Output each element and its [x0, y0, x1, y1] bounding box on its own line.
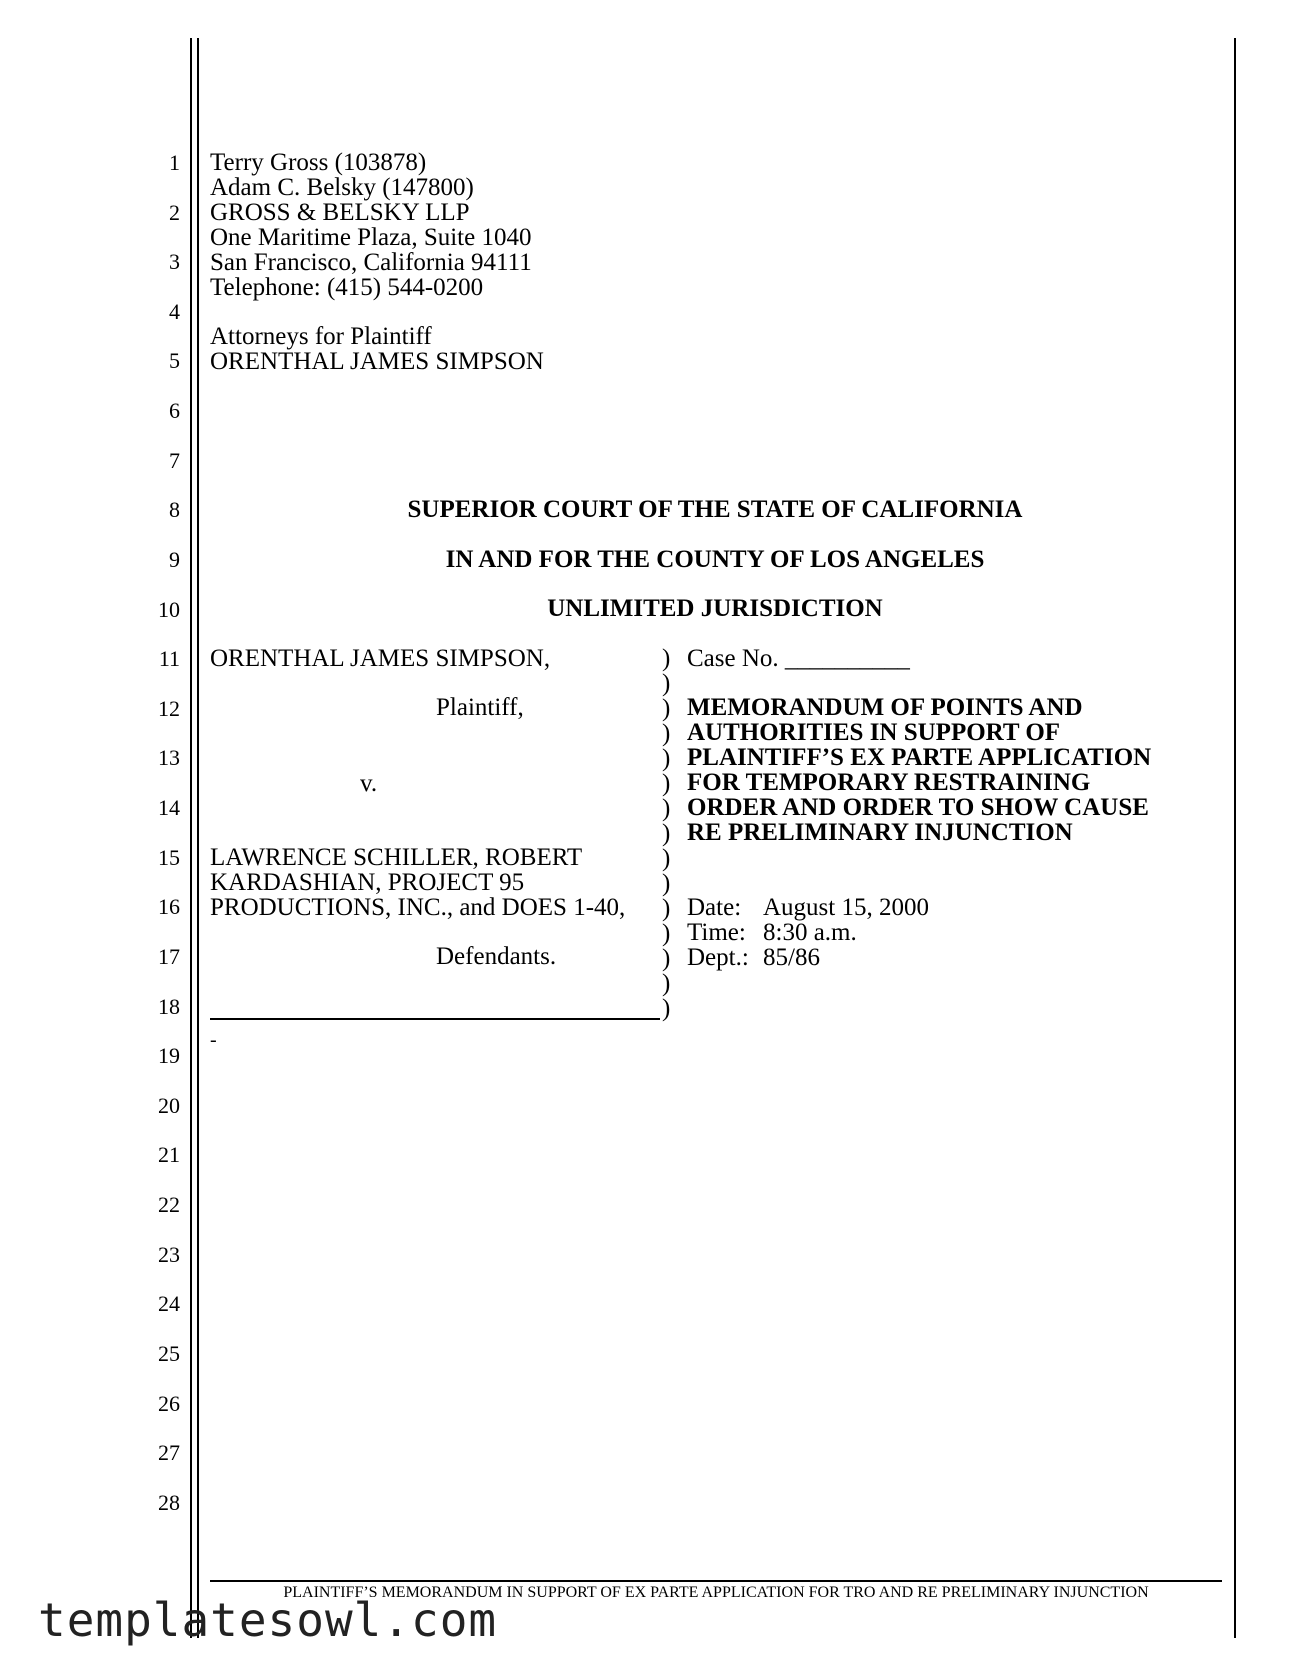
plaintiff-label: Plaintiff,: [436, 694, 524, 721]
caption-paren: ): [662, 745, 671, 772]
hearing-date-label: Date:: [687, 894, 742, 921]
caption-paren: ): [662, 920, 671, 947]
caption-underline: [210, 1018, 660, 1020]
line-number: 6: [169, 398, 180, 423]
caption-paren: ): [662, 720, 671, 747]
attorney-line: One Maritime Plaza, Suite 1040: [210, 224, 532, 251]
line-number: 14: [158, 795, 180, 820]
line-number: 9: [169, 547, 180, 572]
line-number: 13: [158, 745, 180, 770]
line-number: 12: [158, 696, 180, 721]
versus: v.: [360, 770, 378, 797]
attorney-line: Terry Gross (103878): [210, 149, 427, 176]
line-number: 25: [158, 1341, 180, 1366]
footer-rule: [210, 1580, 1222, 1582]
line-number: 23: [158, 1242, 180, 1267]
document-title-line: MEMORANDUM OF POINTS AND: [687, 694, 1083, 721]
defendant-line: PRODUCTIONS, INC., and DOES 1-40,: [210, 894, 626, 921]
caption-paren: ): [662, 995, 671, 1022]
caption-paren: ): [662, 895, 671, 922]
right-margin-rule: [1234, 38, 1236, 1638]
document-title-line: AUTHORITIES IN SUPPORT OF: [687, 719, 1061, 746]
left-margin-rule-inner: [197, 38, 199, 1638]
attorneys-for-label: Attorneys for Plaintiff: [210, 323, 432, 350]
line-number: 24: [158, 1291, 180, 1316]
caption-paren: ): [662, 845, 671, 872]
hearing-time-value: 8:30 a.m.: [763, 919, 857, 946]
line-number: 15: [158, 845, 180, 870]
line-number: 7: [169, 448, 180, 473]
plaintiff-name: ORENTHAL JAMES SIMPSON,: [210, 645, 551, 672]
line-number: 10: [158, 597, 180, 622]
attorney-line: GROSS & BELSKY LLP: [210, 199, 470, 226]
line-number: 20: [158, 1093, 180, 1118]
left-margin-rule-outer: [190, 38, 192, 1638]
line-number: 3: [169, 249, 180, 274]
attorney-line: Adam C. Belsky (147800): [210, 174, 474, 201]
line-number: 5: [169, 348, 180, 373]
caption-paren: ): [662, 820, 671, 847]
caption-paren: ): [662, 945, 671, 972]
line-number: 18: [158, 994, 180, 1019]
caption-paren: ): [662, 795, 671, 822]
caption-dash: -: [210, 1029, 217, 1051]
hearing-dept-value: 85/86: [763, 944, 820, 971]
line-number: 8: [169, 497, 180, 522]
line-number: 16: [158, 894, 180, 919]
attorney-line: Telephone: (415) 544-0200: [210, 274, 484, 301]
defendant-line: KARDASHIAN, PROJECT 95: [210, 869, 525, 896]
line-number: 11: [158, 646, 180, 671]
caption-paren: ): [662, 645, 671, 672]
attorney-line: San Francisco, California 94111: [210, 249, 532, 276]
document-title-line: FOR TEMPORARY RESTRAINING: [687, 769, 1091, 796]
hearing-dept-label: Dept.:: [687, 944, 749, 971]
line-number: 19: [158, 1043, 180, 1068]
case-number: Case No. __________: [687, 645, 910, 672]
document-title-line: ORDER AND ORDER TO SHOW CAUSE: [687, 794, 1149, 821]
client-name: ORENTHAL JAMES SIMPSON: [210, 348, 544, 375]
line-number: 28: [158, 1490, 180, 1515]
hearing-date-value: August 15, 2000: [763, 894, 929, 921]
defendants-label: Defendants.: [436, 943, 557, 970]
document-title-line: PLAINTIFF’S EX PARTE APPLICATION: [687, 744, 1152, 771]
watermark: templatesowl.com: [38, 1593, 498, 1647]
caption-paren: ): [662, 695, 671, 722]
line-number: 1: [169, 150, 180, 175]
caption-paren: ): [662, 770, 671, 797]
caption-paren: ): [662, 670, 671, 697]
caption-paren: ): [662, 870, 671, 897]
line-number: 4: [169, 299, 180, 324]
line-number: 22: [158, 1192, 180, 1217]
court-county: IN AND FOR THE COUNTY OF LOS ANGELES: [445, 546, 985, 573]
document-title-line: RE PRELIMINARY INJUNCTION: [687, 819, 1073, 846]
court-name: SUPERIOR COURT OF THE STATE OF CALIFORNIA: [407, 496, 1023, 523]
line-number: 17: [158, 944, 180, 969]
defendant-line: LAWRENCE SCHILLER, ROBERT: [210, 844, 583, 871]
line-number: 26: [158, 1391, 180, 1416]
line-number: 27: [158, 1440, 180, 1465]
footer-title: PLAINTIFF’S MEMORANDUM IN SUPPORT OF EX PARTE APPLICATION FOR TRO AND RE PRELIMINARY INJUNCTION: [283, 1584, 1149, 1601]
line-number: 21: [158, 1142, 180, 1167]
line-number: 2: [169, 200, 180, 225]
court-jurisdiction: UNLIMITED JURISDICTION: [547, 595, 883, 622]
caption-paren: ): [662, 970, 671, 997]
hearing-time-label: Time:: [687, 919, 746, 946]
